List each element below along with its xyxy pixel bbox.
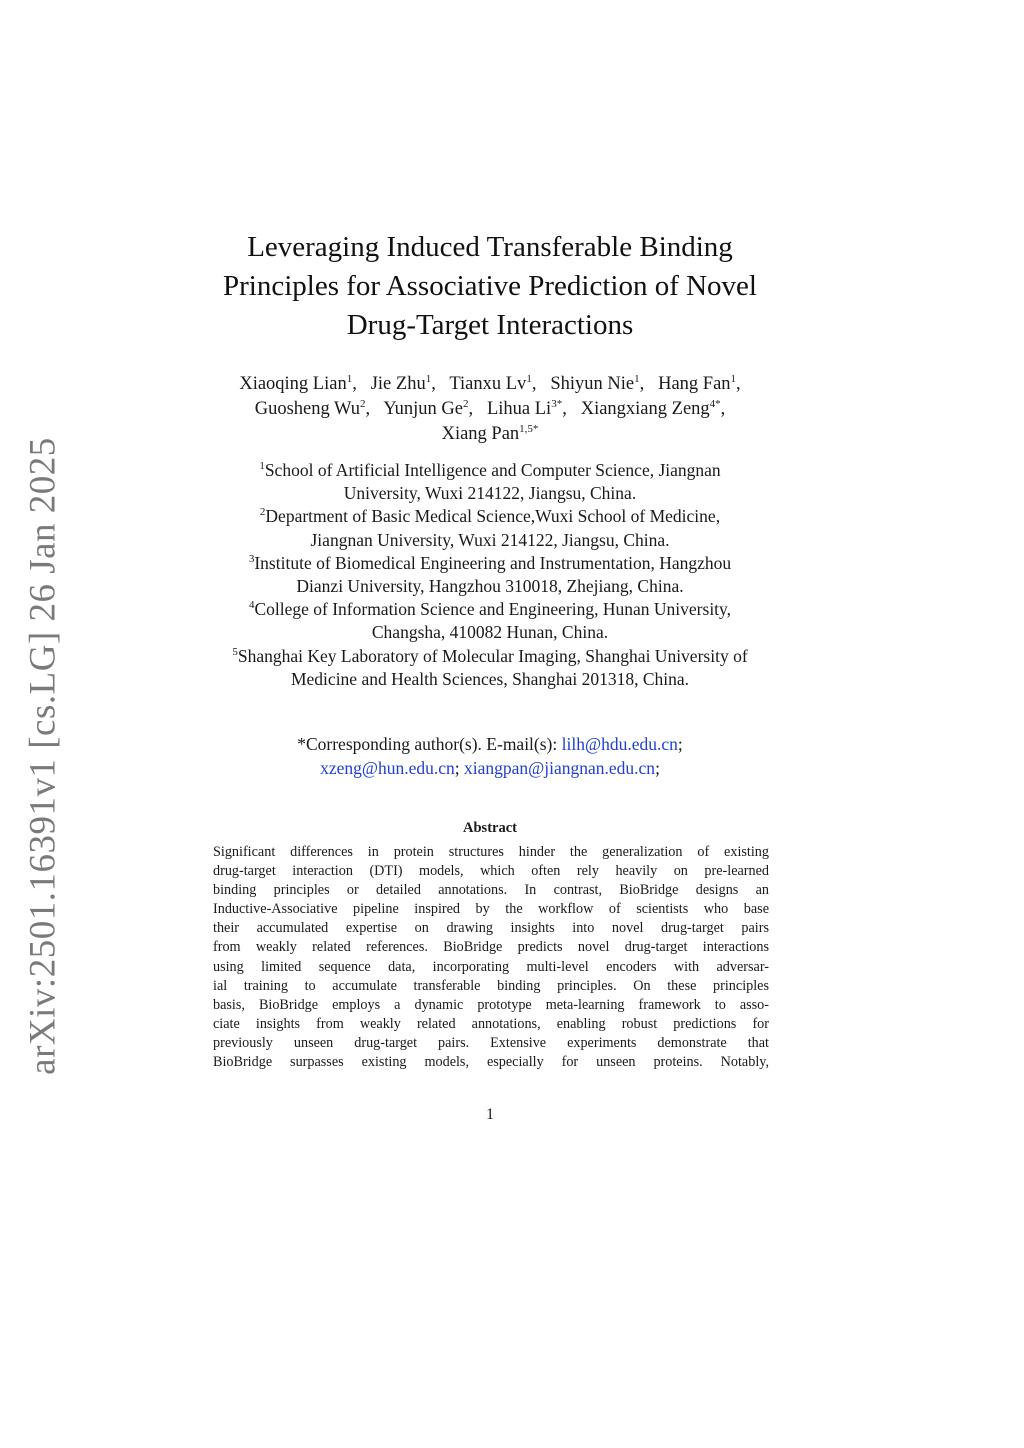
affiliation-line: College of Information Science and Engineering, Hunan University,	[254, 599, 732, 620]
author-affiliation-mark: 1	[526, 373, 532, 385]
abstract-line: BioBridge surpasses existing models, especially for unseen proteins. Notably,	[213, 1054, 769, 1071]
email-separator: ;	[655, 757, 660, 778]
author-affiliation-mark: 1	[425, 373, 432, 385]
abstract-line: using limited sequence data, incorporating multi-level encoders with adversar-	[213, 958, 769, 975]
abstract-line: binding principles or detailed annotations. In contrast, BioBridge designs an	[213, 882, 769, 899]
abstract-line: Inductive-Associative pipeline inspired by the workflow of scientists who base	[213, 901, 769, 918]
abstract-line: basis, BioBridge employs a dynamic prototype meta-learning framework to asso-	[213, 996, 769, 1013]
affiliation-line: Changsha, 410082 Hunan, China.	[371, 622, 609, 643]
affiliation-line: Jiangnan University, Wuxi 214122, Jiangsu, China.	[310, 529, 670, 550]
author-affiliation-mark: 2	[462, 398, 469, 410]
author-affiliation-mark: 1	[346, 373, 353, 385]
author: Jie Zhu$^1$,	[370, 373, 436, 394]
author-name: Yunjun Ge	[383, 399, 463, 419]
author-name: Xiaoqing Lian	[239, 374, 347, 394]
title-line: Leveraging Induced Transferable Binding	[247, 231, 733, 263]
affiliation-line: Medicine and Health Sciences, Shanghai 201318, China.	[290, 668, 690, 689]
affiliation	[160, 598, 820, 644]
author-name: Xiang Pan	[441, 424, 520, 444]
author-affiliation-mark: 4*	[709, 398, 721, 410]
page-number: 1	[486, 1106, 494, 1123]
author-list	[150, 372, 830, 447]
author-affiliation-mark: 2	[360, 398, 366, 410]
email-separator: ;	[677, 734, 683, 754]
affiliation	[160, 505, 820, 551]
author	[442, 424, 539, 444]
affiliation-line: Shanghai Key Laboratory of Molecular Imaging, Shanghai University of	[237, 645, 748, 666]
author-name: Hang Fan	[658, 374, 731, 394]
affiliation-number: 5	[232, 645, 238, 658]
author-affiliation-mark: 1,5*	[519, 423, 539, 435]
author-name: Jie Zhu	[370, 374, 426, 394]
affiliation-number: 2	[259, 506, 266, 519]
affiliation-number: 3	[248, 552, 255, 565]
affiliation	[160, 645, 820, 691]
corresponding-line	[170, 733, 810, 757]
affiliation-line: Institute of Biomedical Engineering and Instrumentation, Hangzhou	[254, 552, 732, 573]
author-name: Tianxu Lv	[449, 374, 527, 394]
author-name: Xiangxiang Zeng	[580, 399, 710, 419]
author: Yunjun Ge$^2$,	[383, 398, 474, 419]
author: Xiangxiang Zeng$^{4*}$,	[580, 398, 726, 419]
author-affiliation-mark: 1	[730, 373, 737, 385]
abstract-line: previously unseen drug-target pairs. Extensive experiments demonstrate that	[213, 1034, 769, 1051]
email-link[interactable]: xiangpan@jiangnan.edu.cn	[464, 757, 656, 778]
affiliation-line: Dianzi University, Hangzhou 310018, Zhejiang, China.	[296, 576, 684, 597]
abstract-line: ial training to accumulate transferable binding principles. On these principles	[213, 977, 769, 994]
author: Tianxu Lv$^1$,	[449, 373, 537, 394]
abstract-line: drug-target interaction (DTI) models, which often rely heavily on pre-learned	[213, 863, 769, 880]
corresponding-authors	[170, 733, 810, 780]
author-affiliation-mark: 3*	[551, 398, 563, 410]
author-name: Lihua Li	[486, 399, 552, 419]
abstract-heading: Abstract	[463, 820, 517, 836]
arxiv-identifier: arXiv:2501.16391v1 [cs.LG] 26 Jan 2025	[22, 437, 64, 1075]
abstract-line: from weakly related references. BioBridge predicts novel drug-target interactions	[213, 939, 769, 956]
author: Shiyun Nie$^1$,	[550, 373, 645, 394]
affiliation-line: Department of Basic Medical Science,Wuxi School of Medicine,	[265, 506, 721, 527]
affiliation-line: University, Wuxi 214122, Jiangsu, China.	[343, 483, 637, 504]
author: Xiaoqing Lian$^1$,	[239, 373, 357, 394]
email-separator: ;	[454, 757, 460, 778]
author-name: Guosheng Wu	[254, 399, 360, 419]
author: Hang Fan$^1$,	[658, 373, 741, 394]
author: Lihua $Li^{3*}$,	[486, 398, 567, 419]
email-link[interactable]: xzeng@hun.edu.cn	[320, 757, 455, 778]
title-line: Principles for Associative Prediction of Novel	[223, 270, 757, 302]
affiliation-list	[160, 459, 820, 691]
title-line: Drug-Target Interactions	[346, 309, 634, 341]
abstract-body	[213, 843, 769, 1072]
abstract-line: ciate insights from weakly related annotations, enabling robust predictions for	[213, 1015, 769, 1032]
corresponding-label: *Corresponding author(s). E-mail(s):	[297, 734, 558, 754]
affiliation	[160, 552, 820, 598]
author: Guosheng Wu$^2$,	[254, 398, 371, 419]
affiliation-line: School of Artificial Intelligence and Computer Science, Jiangnan	[264, 460, 721, 480]
author-name: Shiyun Nie	[550, 374, 635, 394]
affiliation-number: 1	[259, 460, 265, 472]
affiliation	[160, 459, 820, 505]
paper-title	[170, 228, 810, 345]
abstract-line: their accumulated expertise on drawing insights into novel drug-target pairs	[213, 920, 769, 937]
affiliation-number: 4	[248, 599, 255, 612]
email-link[interactable]: lilh@hdu.edu.cn	[561, 734, 678, 754]
corresponding-line	[170, 757, 810, 781]
author-affiliation-mark: 1	[634, 373, 640, 385]
abstract-line: Significant differences in protein structures hinder the generalization of existing	[213, 844, 769, 860]
